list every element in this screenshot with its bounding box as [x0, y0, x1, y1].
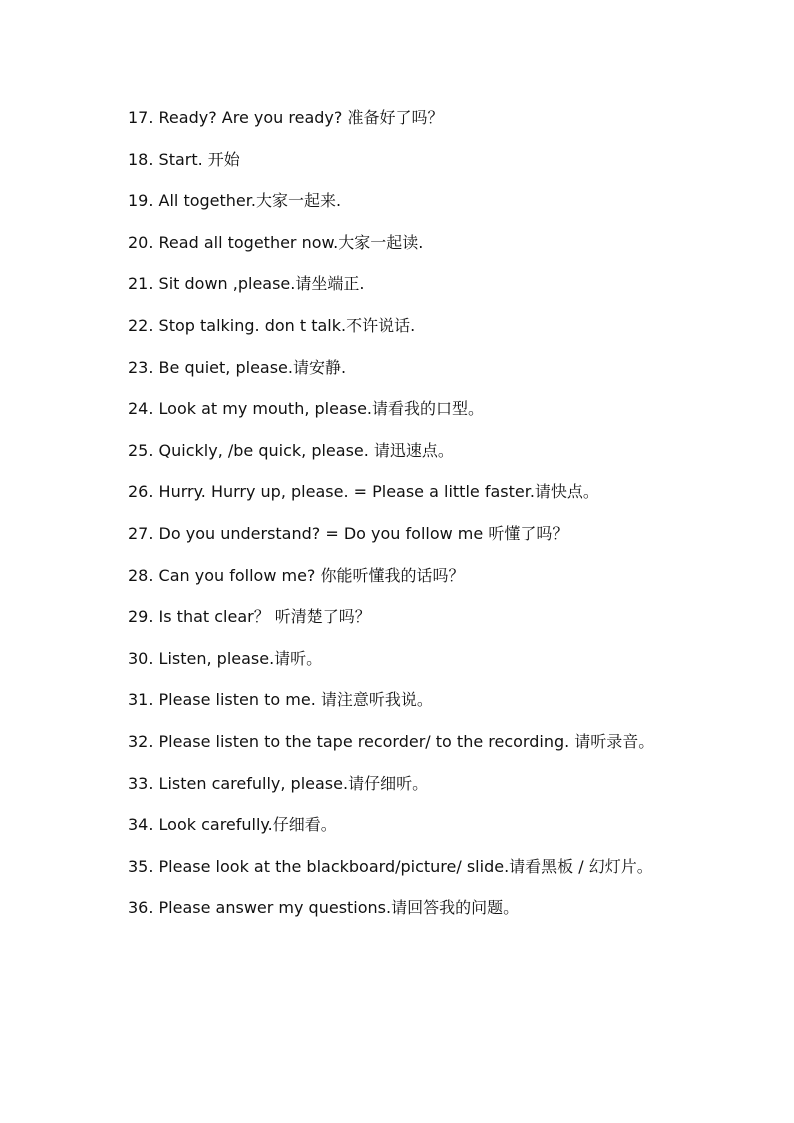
list-item: 22. Stop talking. don t talk.不许说话.	[128, 315, 416, 335]
list-item: 24. Look at my mouth, please.请看我的口型。	[128, 399, 485, 419]
list-item: 36. Please answer my questions.请回答我的问题。	[128, 898, 520, 918]
list-item: 29. Is that clear？ 听清楚了吗？	[128, 607, 371, 627]
list-item: 33. Listen carefully, please.请仔细听。	[128, 773, 429, 793]
list-item: 27. Do you understand? = Do you follow me 听懂了吗？	[128, 523, 569, 543]
list-item: 35. Please look at the blackboard/picture/ slide.请看黑板 / 幻灯片。	[128, 856, 653, 876]
list-item: 18. Start. 开始	[128, 149, 240, 169]
list-item: 19. All together.大家一起来.	[128, 191, 342, 211]
list-item: 28. Can you follow me? 你能听懂我的话吗？	[128, 565, 465, 585]
list-item: 30. Listen, please.请听。	[128, 648, 323, 668]
list-item: 17. Ready? Are you ready? 准备好了吗？	[128, 108, 444, 127]
list-item: 23. Be quiet, please.请安静.	[128, 357, 347, 377]
list-item: 20. Read all together now.大家一起读.	[128, 232, 424, 252]
list-item: 32. Please listen to the tape recorder/ to the recording. 请听录音。	[128, 731, 655, 751]
list-item: 31. Please listen to me. 请注意听我说。	[128, 690, 433, 710]
list-item: 34. Look carefully.仔细看。	[128, 815, 337, 835]
phrase-list	[128, 97, 666, 929]
list-item: 21. Sit down ,please.请坐端正.	[128, 274, 365, 294]
list-item: 25. Quickly, /be quick, please. 请迅速点。	[128, 440, 454, 460]
list-item: 26. Hurry. Hurry up, please. = Please a little faster.请快点。	[128, 482, 599, 502]
